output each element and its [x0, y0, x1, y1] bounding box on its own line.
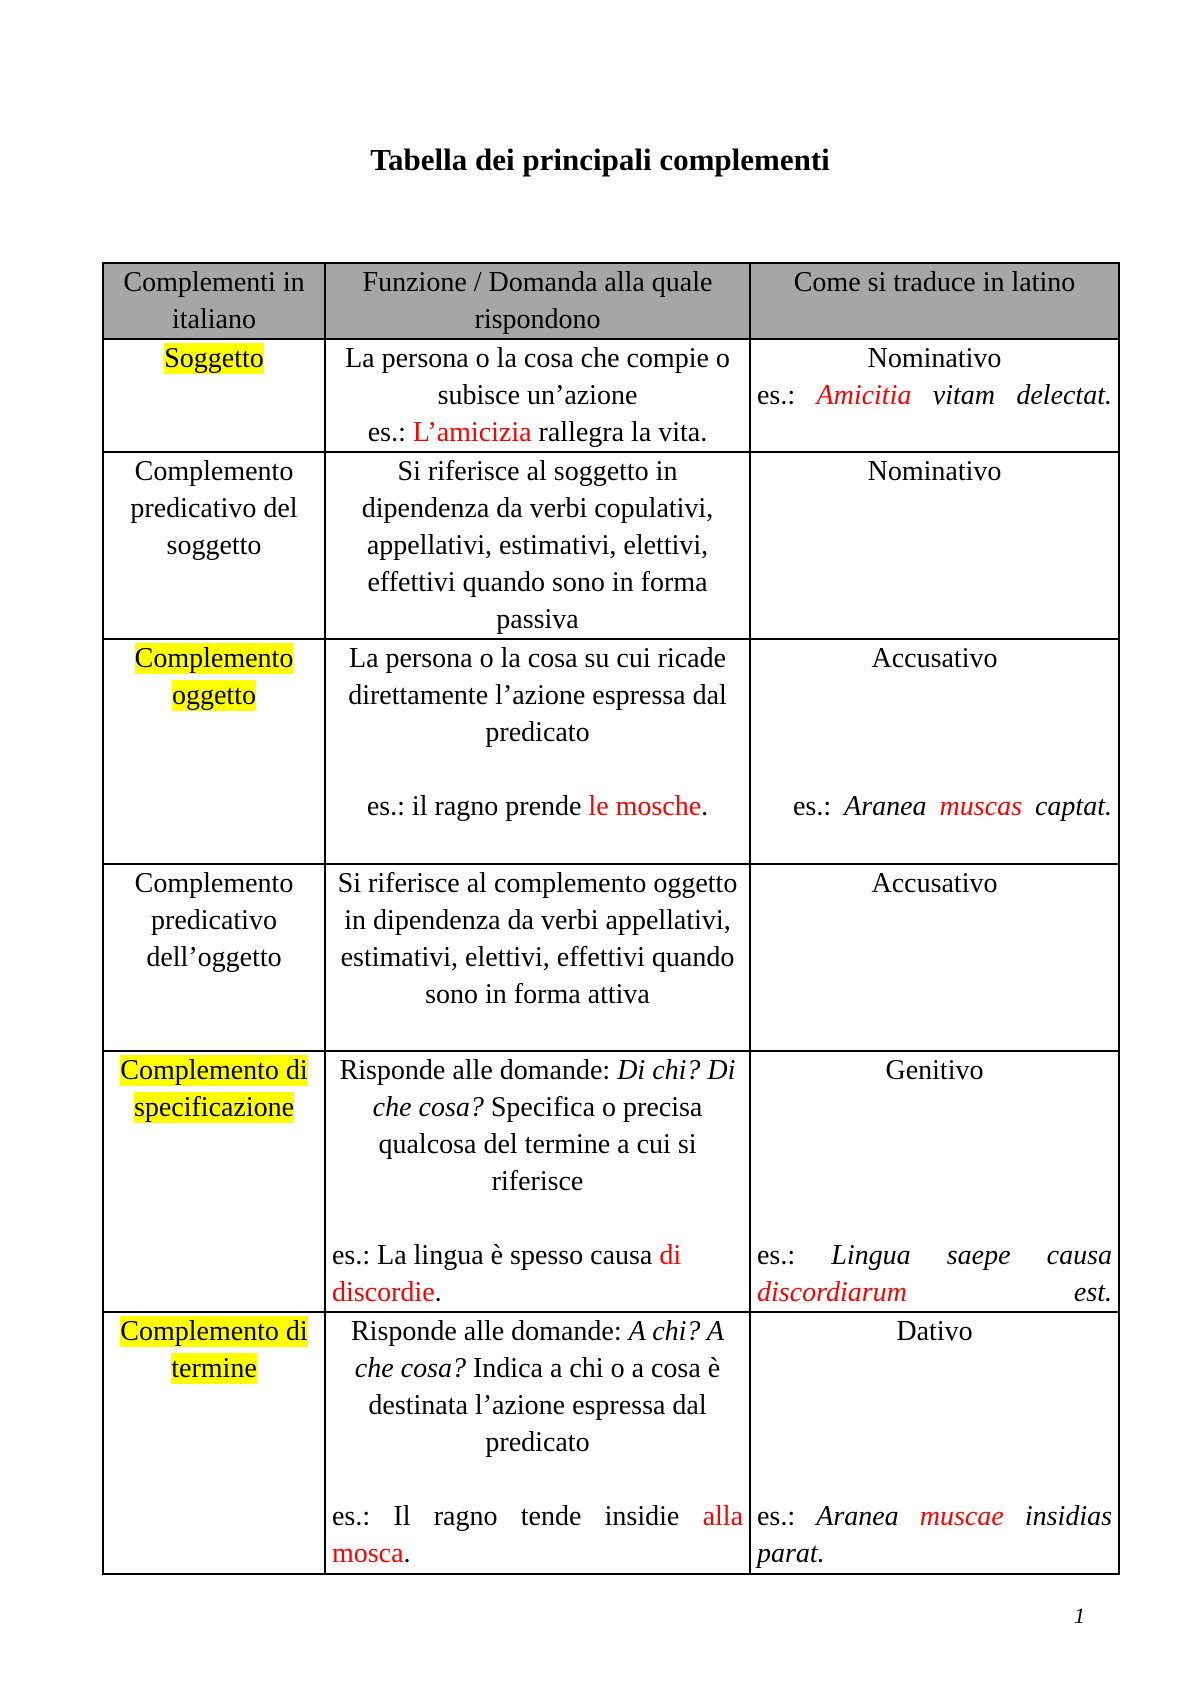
- example-suffix: .: [434, 1277, 442, 1308]
- latin-case: Nominativo: [867, 456, 1002, 487]
- function-text: La persona o la cosa che compie o subisce un’azione: [345, 343, 730, 411]
- latin-highlight: Amicitia: [816, 380, 912, 411]
- example-highlight: alla mosca: [332, 1501, 743, 1569]
- latin-cell: [750, 1312, 1119, 1574]
- latin-case: Accusativo: [871, 643, 998, 674]
- latin-prefix: es.:: [757, 1501, 817, 1532]
- function-questions: A chi? A che cosa?: [354, 1316, 724, 1384]
- table-row: [103, 1312, 1119, 1574]
- latin-case: Dativo: [896, 1316, 973, 1347]
- function-cell: [325, 1051, 750, 1312]
- example-suffix: .: [403, 1538, 411, 1569]
- latin-example: [757, 1498, 1112, 1572]
- complement-name: Complemento oggetto: [134, 643, 294, 711]
- table-row: [103, 1051, 1119, 1312]
- latin-cell: [750, 452, 1119, 639]
- latin-text: Aranea: [816, 1501, 920, 1532]
- italian-example: [332, 1237, 743, 1311]
- page-title: Tabella dei principali complementi: [370, 142, 830, 177]
- example-prefix: es.:: [367, 417, 413, 448]
- complementi-table: [102, 262, 1120, 1575]
- latin-case: Nominativo: [867, 343, 1002, 374]
- latin-highlight: muscae: [919, 1501, 1004, 1532]
- header-italiano: Complementi in italiano: [103, 263, 325, 339]
- complement-name-cell: [103, 1051, 325, 1312]
- function-cell: [325, 639, 750, 864]
- header-latino: Come si traduce in latino: [750, 263, 1119, 339]
- example-suffix: rallegra la vita.: [531, 417, 708, 448]
- latin-example: [757, 1237, 1112, 1311]
- complement-name-cell: [103, 452, 325, 639]
- complement-name: Complemento di termine: [120, 1316, 308, 1384]
- latin-text: Lingua saepe causa: [831, 1240, 1112, 1271]
- latin-prefix: es.:: [757, 380, 817, 411]
- latin-suffix: insidias parat.: [757, 1501, 1112, 1569]
- complement-name-cell: [103, 864, 325, 1051]
- latin-example: [757, 377, 1112, 414]
- function-text: Si riferisce al soggetto in dipendenza da verbi copulativi, appellativi, estimativi, elettivi, effettivi quando sono in forma passiva: [361, 456, 714, 635]
- function-text: La persona o la cosa su cui ricade direttamente l’azione espressa dal predicato: [348, 643, 727, 748]
- latin-cell: [750, 1051, 1119, 1312]
- table-row: [103, 639, 1119, 864]
- latin-cell: [750, 339, 1119, 452]
- function-suffix: Indica a chi o a cosa è destinata l’azione espressa dal predicato: [368, 1353, 721, 1458]
- example-suffix: .: [701, 791, 709, 822]
- latin-cell: [750, 639, 1119, 864]
- example-prefix: es.: La lingua è spesso causa: [332, 1240, 660, 1271]
- function-prefix: Risponde alle domande:: [339, 1055, 618, 1086]
- function-cell: [325, 1312, 750, 1574]
- complement-name: Complemento predicativo del soggetto: [130, 456, 298, 561]
- function-cell: [325, 864, 750, 1051]
- latin-text: Aranea: [844, 791, 940, 822]
- complement-name-cell: [103, 339, 325, 452]
- example-highlight: L’amicizia: [412, 417, 532, 448]
- page-number: 1: [1074, 1603, 1085, 1628]
- example-highlight: di discordie: [332, 1240, 682, 1308]
- latin-cell: [750, 864, 1119, 1051]
- italian-example: [332, 1498, 743, 1572]
- function-cell: [325, 452, 750, 639]
- latin-suffix: est.: [906, 1277, 1112, 1308]
- function-questions: Di chi? Di che cosa?: [372, 1055, 736, 1123]
- latin-case: Accusativo: [871, 868, 998, 899]
- latin-highlight: discordiarum: [757, 1277, 907, 1308]
- complement-name-cell: [103, 639, 325, 864]
- table-header-row: [103, 263, 1119, 339]
- function-cell: [325, 339, 750, 452]
- function-prefix: Risponde alle domande:: [350, 1316, 629, 1347]
- example-prefix: es.: il ragno prende: [366, 791, 589, 822]
- italian-example: [332, 414, 743, 451]
- example-prefix: es.: Il ragno tende insidie: [332, 1501, 703, 1532]
- function-text: Si riferisce al complemento oggetto in dipendenza da verbi appellativi, estimativi, elettivi, effettivi quando sono in forma attiva: [337, 868, 738, 1010]
- function-text: [332, 1052, 743, 1200]
- function-suffix: Specifica o precisa qualcosa del termine a cui si riferisce: [378, 1092, 703, 1197]
- latin-suffix: vitam delectat.: [911, 380, 1112, 411]
- complement-name: Complemento di specificazione: [120, 1055, 308, 1123]
- latin-example: [757, 788, 1112, 825]
- latin-prefix: es.:: [757, 1240, 832, 1271]
- table-row: [103, 864, 1119, 1051]
- complement-name-cell: [103, 1312, 325, 1574]
- table-row: [103, 452, 1119, 639]
- latin-prefix: es.:: [793, 791, 845, 822]
- latin-highlight: muscas: [939, 791, 1022, 822]
- example-highlight: le mosche: [588, 791, 702, 822]
- complement-name: Soggetto: [164, 343, 264, 374]
- latin-case: Genitivo: [885, 1055, 984, 1086]
- table-row: [103, 339, 1119, 452]
- header-funzione: Funzione / Domanda alla quale rispondono: [325, 263, 750, 339]
- function-text: [332, 1313, 743, 1461]
- complement-name: Complemento predicativo dell’oggetto: [134, 868, 294, 973]
- italian-example: [332, 788, 743, 825]
- latin-suffix: captat.: [1022, 791, 1112, 822]
